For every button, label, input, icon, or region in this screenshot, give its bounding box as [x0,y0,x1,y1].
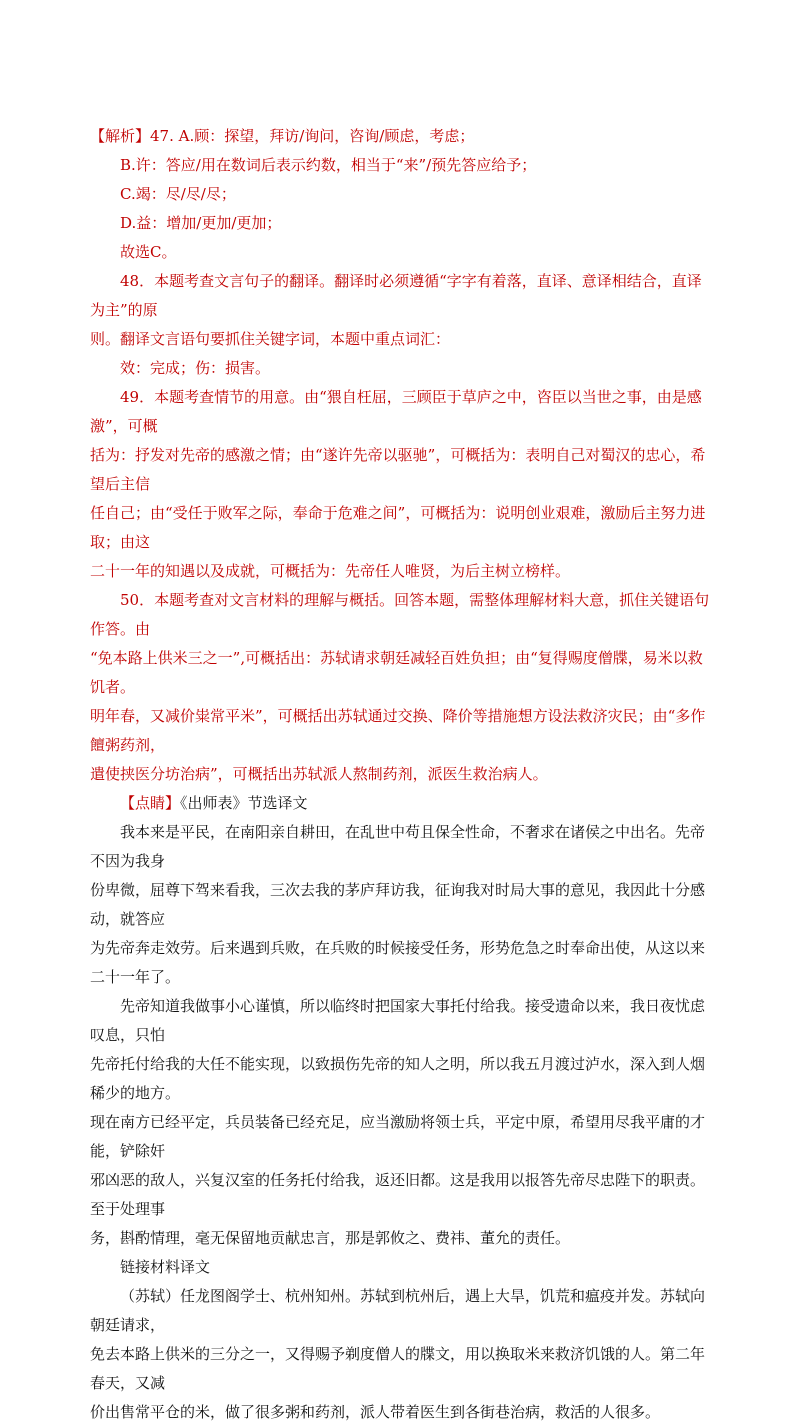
q47-text: 47. A.顾：探望，拜访/询问，咨询/顾虑，考虑； [150,127,475,145]
q47-line4: D.益：增加/更加/更加； [120,214,282,232]
dianjing-title: 《出师表》节选译文 [180,794,308,812]
q49-line3: 任自己；由“受任于败军之际，奉命于危难之间”，可概括为：说明创业艰难，激励后主努力进取；由这 [90,504,706,551]
analysis-label: 【解析】 [90,127,151,145]
q50-line3: 明年春，又减价粜常平米”，可概括出苏轼通过交换、降价等措施想方设法救济灾民；由“多作饘粥药剂， [90,707,706,754]
link-line1: （苏轼）任龙图阁学士、杭州知州。苏轼到杭州后，遇上大旱，饥荒和瘟疫并发。苏轼向朝廷请求， [90,1287,706,1334]
translation1-line1: 我本来是平民，在南阳亲自耕田，在乱世中苟且保全性命，不奢求在诸侯之中出名。先帝不因为我身 [90,823,706,870]
q50-line1: 50．本题考查对文言材料的理解与概括。回答本题，需整体理解材料大意，抓住关键语句作答。由 [90,591,710,638]
q50-line4: 遣使挟医分坊治病”，可概括出苏轼派人熬制药剂，派医生救治病人。 [90,765,548,783]
dianjing-heading [90,789,712,818]
q48-line3: 效：完成；伤：损害。 [120,359,271,377]
q47-line1 [90,122,712,151]
translation1-line2: 份卑微，屈尊下驾来看我，三次去我的茅庐拜访我，征询我对时局大事的意见，我因此十分感动，就答应 [90,881,706,928]
translation2-line3: 现在南方已经平定，兵员装备已经充足，应当激励将领士兵，平定中原，希望用尽我平庸的才能，铲除奸 [90,1113,706,1160]
q49-line1: 49．本题考查情节的用意。由“猥自枉屈，三顾臣于草庐之中，咨臣以当世之事，由是感激”，可概 [90,388,702,435]
link-title: 链接材料译文 [120,1258,211,1276]
answer-content [90,122,712,1427]
translation2-line1: 先帝知道我做事小心谨慎，所以临终时把国家大事托付给我。接受遗命以来，我日夜忧虑叹息，只怕 [90,997,706,1044]
q48-line1: 48．本题考查文言句子的翻译。翻译时必须遵循“字字有着落，直译、意译相结合，直译为主”的原 [90,272,702,319]
q47-line3: C.竭：尽/尽/尽； [120,185,236,203]
translation2-line5: 务，斟酌情理，毫无保留地贡献忠言，那是郭攸之、费祎、董允的责任。 [90,1229,571,1247]
translation2-line4: 邪凶恶的敌人，兴复汉室的任务托付给我，返还旧都。这是我用以报答先帝尽忠陛下的职责。至于处理事 [90,1171,706,1218]
translation1-line3: 为先帝奔走效劳。后来遇到兵败，在兵败的时候接受任务，形势危急之时奉命出使，从这以来二十一年了。 [90,939,706,986]
q48-line2: 则。翻译文言语句要抓住关键字词，本题中重点词汇： [90,330,451,348]
translation2-line2: 先帝托付给我的大任不能实现，以致损伤先帝的知人之明，所以我五月渡过泸水，深入到人烟稀少的地方。 [90,1055,706,1102]
link-line2: 免去本路上供米的三分之一，又得赐予剃度僧人的牒文，用以换取米来救济饥饿的人。第二年春天，又减 [90,1345,706,1392]
q47-line2: B.许：答应/用在数词后表示约数，相当于“来”/预先答应给予； [120,156,537,174]
link-line3: 价出售常平仓的米，做了很多粥和药剂，派人带着医生到各街巷治病，救活的人很多。 [90,1403,661,1421]
q50-line2: “免本路上供米三之一”,可概括出：苏轼请求朝廷减轻百姓负担；由“复得赐度僧牒，易米以救饥者。 [90,649,703,696]
q47-line5: 故选C。 [120,243,177,261]
dianjing-label: 【点睛】 [120,794,181,812]
q49-line4: 二十一年的知遇以及成就，可概括为：先帝任人唯贤，为后主树立榜样。 [90,562,571,580]
q49-line2: 括为：抒发对先帝的感激之情；由“遂许先帝以驱驰”，可概括为：表明自己对蜀汉的忠心，希望后主信 [90,446,706,493]
